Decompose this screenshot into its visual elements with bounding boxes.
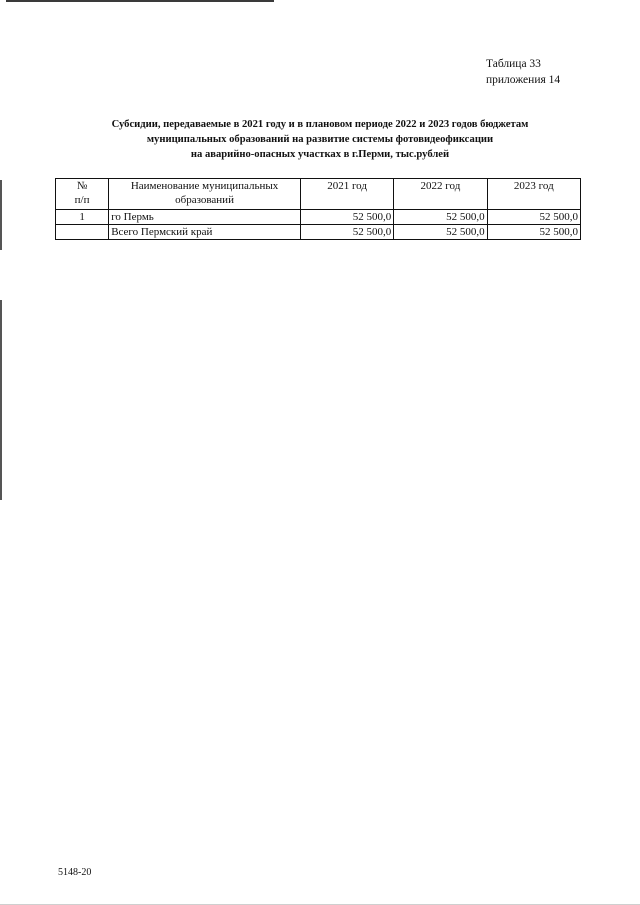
header-row bbox=[56, 179, 581, 210]
table-header bbox=[56, 179, 581, 210]
document-title bbox=[60, 117, 580, 162]
document-code: 5148-20 bbox=[58, 867, 92, 878]
row-2021: 52 500,0 bbox=[300, 225, 393, 240]
row-name: го Пермь bbox=[109, 210, 301, 225]
title-line-3: на аварийно-опасных участках в г.Перми, тыс.рублей bbox=[190, 149, 450, 160]
header-2022: 2022 год bbox=[394, 179, 487, 210]
header-name-line-1: Наименование муниципальных bbox=[130, 180, 279, 192]
table-body bbox=[56, 210, 581, 240]
scan-edge-top bbox=[6, 0, 274, 2]
header-name-line-2: образований bbox=[175, 194, 234, 206]
header-name bbox=[109, 179, 301, 210]
table-row bbox=[56, 210, 581, 225]
header-num-line-1: № bbox=[76, 180, 88, 192]
subsidy-table bbox=[55, 178, 581, 240]
table-ref-line-2: приложения 14 bbox=[486, 74, 561, 86]
header-num-line-2: п/п bbox=[74, 194, 90, 206]
row-name: Всего Пермский край bbox=[109, 225, 301, 240]
row-2021: 52 500,0 bbox=[300, 210, 393, 225]
row-num: 1 bbox=[56, 210, 109, 225]
row-2022: 52 500,0 bbox=[394, 225, 487, 240]
row-num bbox=[56, 225, 109, 240]
header-2021: 2021 год bbox=[300, 179, 393, 210]
title-line-1: Субсидии, передаваемые в 2021 году и в плановом периоде 2022 и 2023 годов бюджетам bbox=[111, 119, 529, 130]
table-row-total bbox=[56, 225, 581, 240]
scan-edge-left-upper bbox=[0, 180, 2, 250]
title-line-2: муниципальных образований на развитие системы фотовидеофиксации bbox=[146, 134, 494, 145]
header-2023: 2023 год bbox=[487, 179, 580, 210]
row-2022: 52 500,0 bbox=[394, 210, 487, 225]
scan-edge-left-lower bbox=[0, 300, 2, 500]
row-2023: 52 500,0 bbox=[487, 225, 580, 240]
header-num bbox=[56, 179, 109, 210]
row-2023: 52 500,0 bbox=[487, 210, 580, 225]
table-ref-line-1: Таблица 33 bbox=[486, 58, 541, 70]
table-reference bbox=[486, 56, 560, 88]
